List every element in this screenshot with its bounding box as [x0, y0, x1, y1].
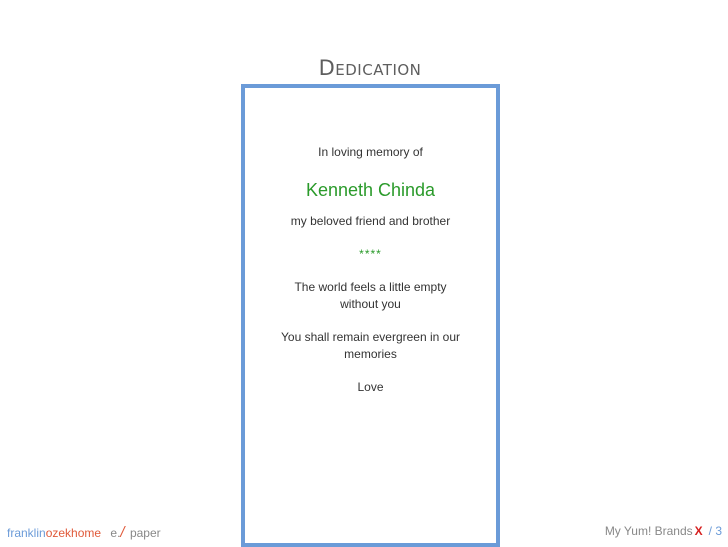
dedicatee-name: Kenneth Chinda [305, 180, 436, 200]
page-title: Dedication [318, 56, 422, 80]
stars-divider: **** [359, 247, 382, 261]
dedication-frame [241, 84, 500, 547]
intro-text: In loving memory of [318, 145, 423, 159]
brand-paper: paper [129, 526, 161, 540]
evergreen-line: You shall remain evergreen in our memories [281, 330, 460, 361]
brand-slash: / [120, 524, 125, 541]
footer-right [605, 524, 722, 538]
brand-part1: franklin [7, 526, 46, 540]
footer-brand [7, 524, 161, 541]
closing-text: Love [357, 380, 384, 394]
brand-e: e. [110, 526, 121, 540]
relation-text: my beloved friend and brother [290, 214, 451, 228]
brand-part2: ozekhome [45, 526, 102, 540]
footer-x-mark: X [694, 524, 703, 538]
world-line: The world feels a little empty without you [294, 280, 447, 311]
footer-right-text: My Yum! Brands [604, 524, 693, 538]
dedication-text [245, 144, 496, 396]
page-number: / 3 [708, 524, 722, 538]
